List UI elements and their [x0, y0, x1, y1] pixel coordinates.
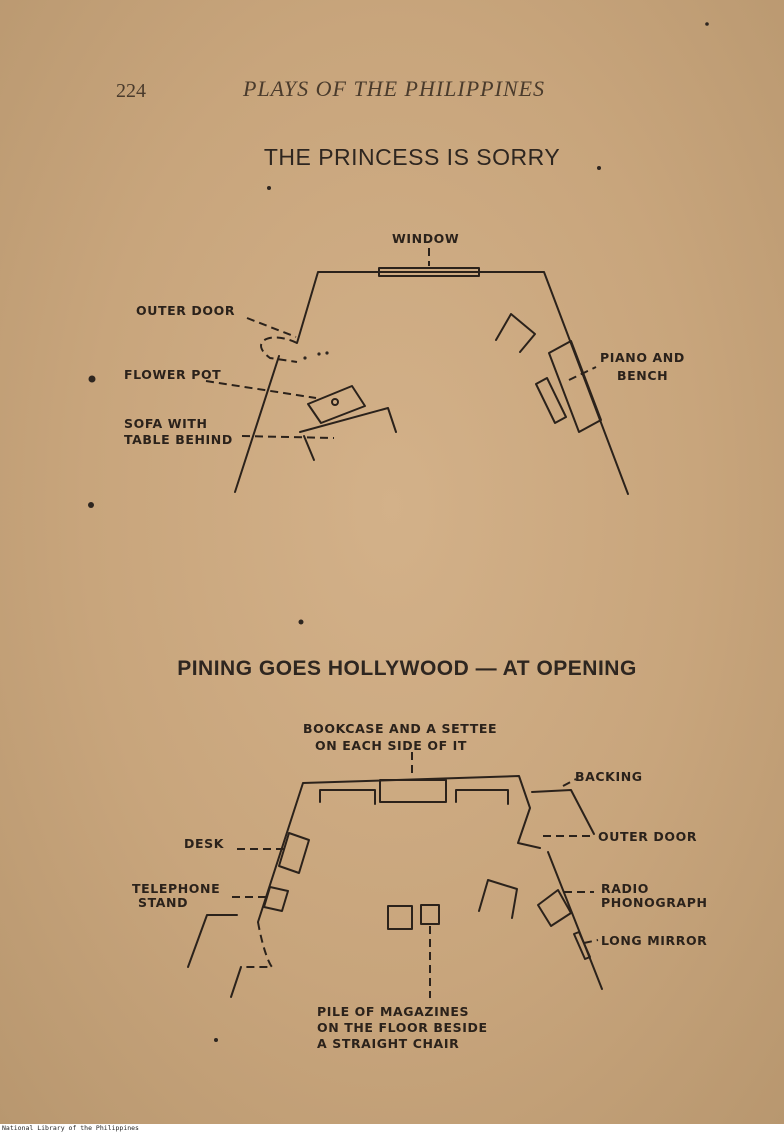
running-head: PLAYS OF THE PHILIPPINES [243, 76, 546, 101]
d2-label-pile-1: PILE OF MAGAZINES [317, 1004, 470, 1019]
d2-magazine-pile [388, 906, 412, 929]
d2-right-wall [548, 852, 602, 989]
d1-label-flower-pot: FLOWER POT [124, 367, 222, 382]
d2-label-long-mirror: LONG MIRROR [601, 933, 708, 948]
d1-sofa-leader [242, 436, 334, 438]
d2-mirror-leader [584, 940, 598, 943]
d2-label-bookcase-2: ON EACH SIDE OF IT [315, 738, 468, 753]
d2-settee-right [456, 790, 508, 804]
d1-sofa-arm [304, 436, 314, 460]
d1-left-wall [235, 356, 279, 492]
diagram2-set [132, 721, 708, 1051]
footer-credit: National Library of the Philippines [2, 1124, 139, 1132]
d1-back-wall [297, 272, 628, 494]
d2-back-wall [258, 776, 540, 922]
d2-backing [532, 790, 594, 834]
d2-bookcase [380, 780, 446, 802]
d2-label-outer-door: OUTER DOOR [598, 829, 698, 844]
d2-label-pile-3: A STRAIGHT CHAIR [317, 1036, 460, 1051]
d1-label-window: WINDOW [392, 231, 460, 246]
d2-label-backing: BACKING [575, 769, 643, 784]
d1-label-sofa-1: SOFA WITH [124, 416, 208, 431]
diagram1-set [124, 231, 685, 494]
d1-label-piano-2: BENCH [617, 368, 669, 383]
d1-chair [496, 314, 535, 352]
page-number: 224 [116, 80, 146, 102]
d2-label-radio-2: PHONOGRAPH [601, 895, 708, 910]
d2-label-desk: DESK [184, 836, 225, 851]
diagram2-title: PINING GOES HOLLYWOOD — AT OPENING [177, 657, 637, 680]
d2-label-telephone-2: STAND [138, 895, 189, 910]
d1-outer-door-leader [247, 318, 296, 337]
d1-flower-pot [332, 399, 338, 405]
d2-desk [279, 833, 309, 873]
d2-label-telephone-1: TELEPHONE [132, 881, 221, 896]
d2-label-pile-2: ON THE FLOOR BESIDE [317, 1020, 488, 1035]
d2-straight-chair [421, 905, 439, 924]
d2-label-radio-1: RADIO [601, 881, 649, 896]
diagram1-title: THE PRINCESS IS SORRY [263, 144, 561, 170]
d1-flower-leader [206, 381, 316, 398]
d1-label-sofa-2: TABLE BEHIND [124, 432, 233, 447]
d2-settee-left [320, 790, 375, 804]
d2-left-door-swing [241, 922, 272, 967]
d2-left-wall [188, 915, 237, 967]
d1-label-piano-1: PIANO AND [600, 350, 685, 365]
d1-label-outer-door: OUTER DOOR [136, 303, 236, 318]
d2-chair-right [479, 880, 517, 918]
d2-label-bookcase-1: BOOKCASE AND A SETTEE [303, 721, 498, 736]
d2-left-lower-wall [231, 967, 241, 997]
